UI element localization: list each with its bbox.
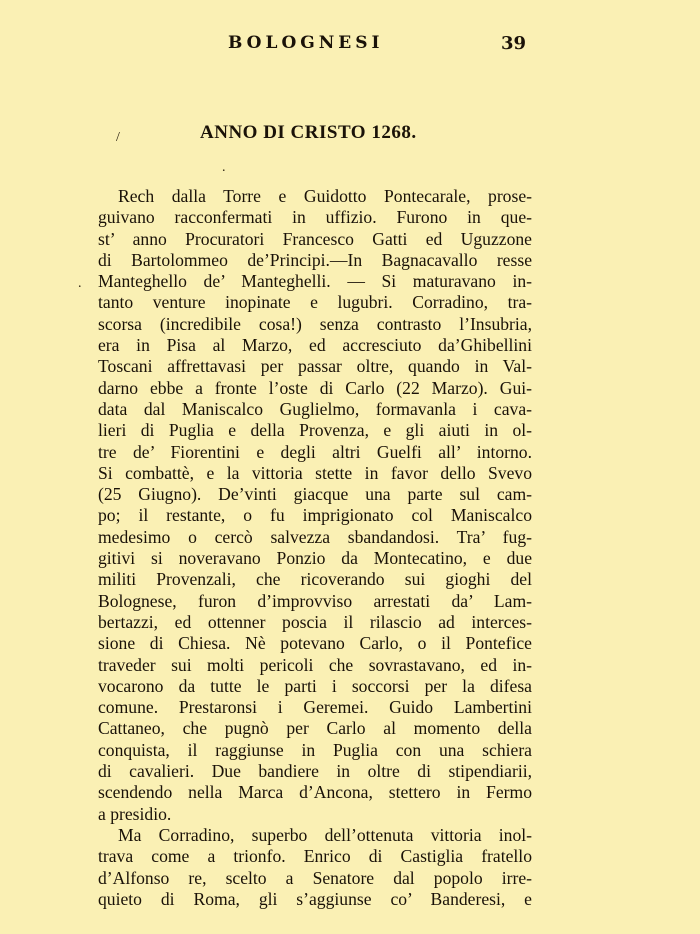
- text-line: sione di Chiesa. Nè potevano Carlo, o il Pontefice: [98, 633, 532, 654]
- text-line: Manteghello de’ Manteghelli. — Si maturavano in-: [98, 271, 532, 292]
- text-line: scendendo nella Marca d’Ancona, stettero in Fermo: [98, 782, 532, 803]
- body-text: [98, 186, 532, 910]
- running-head: [0, 33, 700, 59]
- text-line: traveder sui molti pericoli che sovrastavano, ed in-: [98, 654, 532, 675]
- text-line: Si combattè, e la vittoria stette in favor dello Svevo: [98, 462, 532, 483]
- text-line: Toscani affrettavasi per passar oltre, quando in Val-: [98, 356, 532, 377]
- text-line: a presidio.: [98, 803, 172, 824]
- text-line: medesimo o cercò salvezza sbandandosi. Tra’ fug-: [98, 526, 532, 547]
- text-line: gitivi si noveravano Ponzio da Montecatino, e due: [98, 548, 532, 569]
- running-title: BOLOGNESI: [228, 33, 384, 53]
- text-line: st’ anno Procuratori Francesco Gatti ed Uguzzone: [98, 228, 532, 249]
- text-line: militi Provenzali, che ricoverando sui gioghi del: [98, 569, 532, 590]
- text-line: Bolognese, furon d’improvviso arrestati da’ Lam-: [98, 590, 532, 611]
- text-line: comune. Prestaronsi i Geremei. Guido Lambertini: [98, 697, 532, 718]
- year-heading-text: ANNO DI CRISTO 1268.: [200, 122, 417, 143]
- heading-tick-mark: /: [116, 130, 120, 145]
- text-line: conquista, il raggiunse in Puglia con una schiera: [98, 739, 532, 760]
- text-line: lieri di Puglia e della Provenza, e gli aiuti in ol-: [98, 420, 532, 441]
- text-line: quieto di Roma, gli s’aggiunse co’ Banderesi, e: [98, 888, 532, 909]
- page-number: 39: [501, 33, 527, 54]
- text-line: Rech dalla Torre e Guidotto Pontecarale, prose-: [118, 186, 532, 206]
- margin-dot-2: .: [78, 276, 82, 291]
- text-line: Ma Corradino, superbo dell’ottenuta vittoria inol-: [118, 824, 532, 845]
- text-line: darno ebbe a fronte l’oste di Carlo (22 Marzo). Gui-: [98, 377, 532, 398]
- text-line: bertazzi, ed ottenner poscia il rilascio ad interces-: [98, 611, 532, 632]
- text-line: vocarono da tutte le parti i soccorsi per la difesa: [98, 675, 532, 696]
- text-line: di Bartolommeo de’Principi.—In Bagnacavallo resse: [98, 249, 532, 270]
- text-line: trava come a trionfo. Enrico di Castiglia fratello: [98, 846, 532, 867]
- text-line: Cattaneo, che pugnò per Carlo al momento della: [98, 718, 532, 739]
- text-line: d’Alfonso re, scelto a Senatore dal popolo irre-: [98, 867, 532, 888]
- text-line: (25 Giugno). De’vinti giacque una parte sul cam-: [98, 484, 532, 505]
- text-line: po; il restante, o fu imprigionato col Maniscalco: [98, 505, 532, 526]
- text-line: scorsa (incredibile cosa!) senza contrasto l’Insubria,: [98, 313, 532, 334]
- text-line: tre de’ Fiorentini e degli altri Guelfi all’ intorno.: [98, 441, 532, 462]
- text-line: di cavalieri. Due bandiere in oltre di stipendiarii,: [98, 761, 532, 782]
- text-line: guivano racconfermati in uffizio. Furono in que-: [98, 207, 532, 228]
- text-line: era in Pisa al Marzo, ed accresciuto da’Ghibellini: [98, 335, 532, 356]
- margin-dot-1: .: [222, 160, 226, 175]
- text-line: tanto venture inopinate e lugubri. Corradino, tra-: [98, 292, 532, 313]
- text-line: data dal Maniscalco Guglielmo, formavanla i cava-: [98, 398, 532, 419]
